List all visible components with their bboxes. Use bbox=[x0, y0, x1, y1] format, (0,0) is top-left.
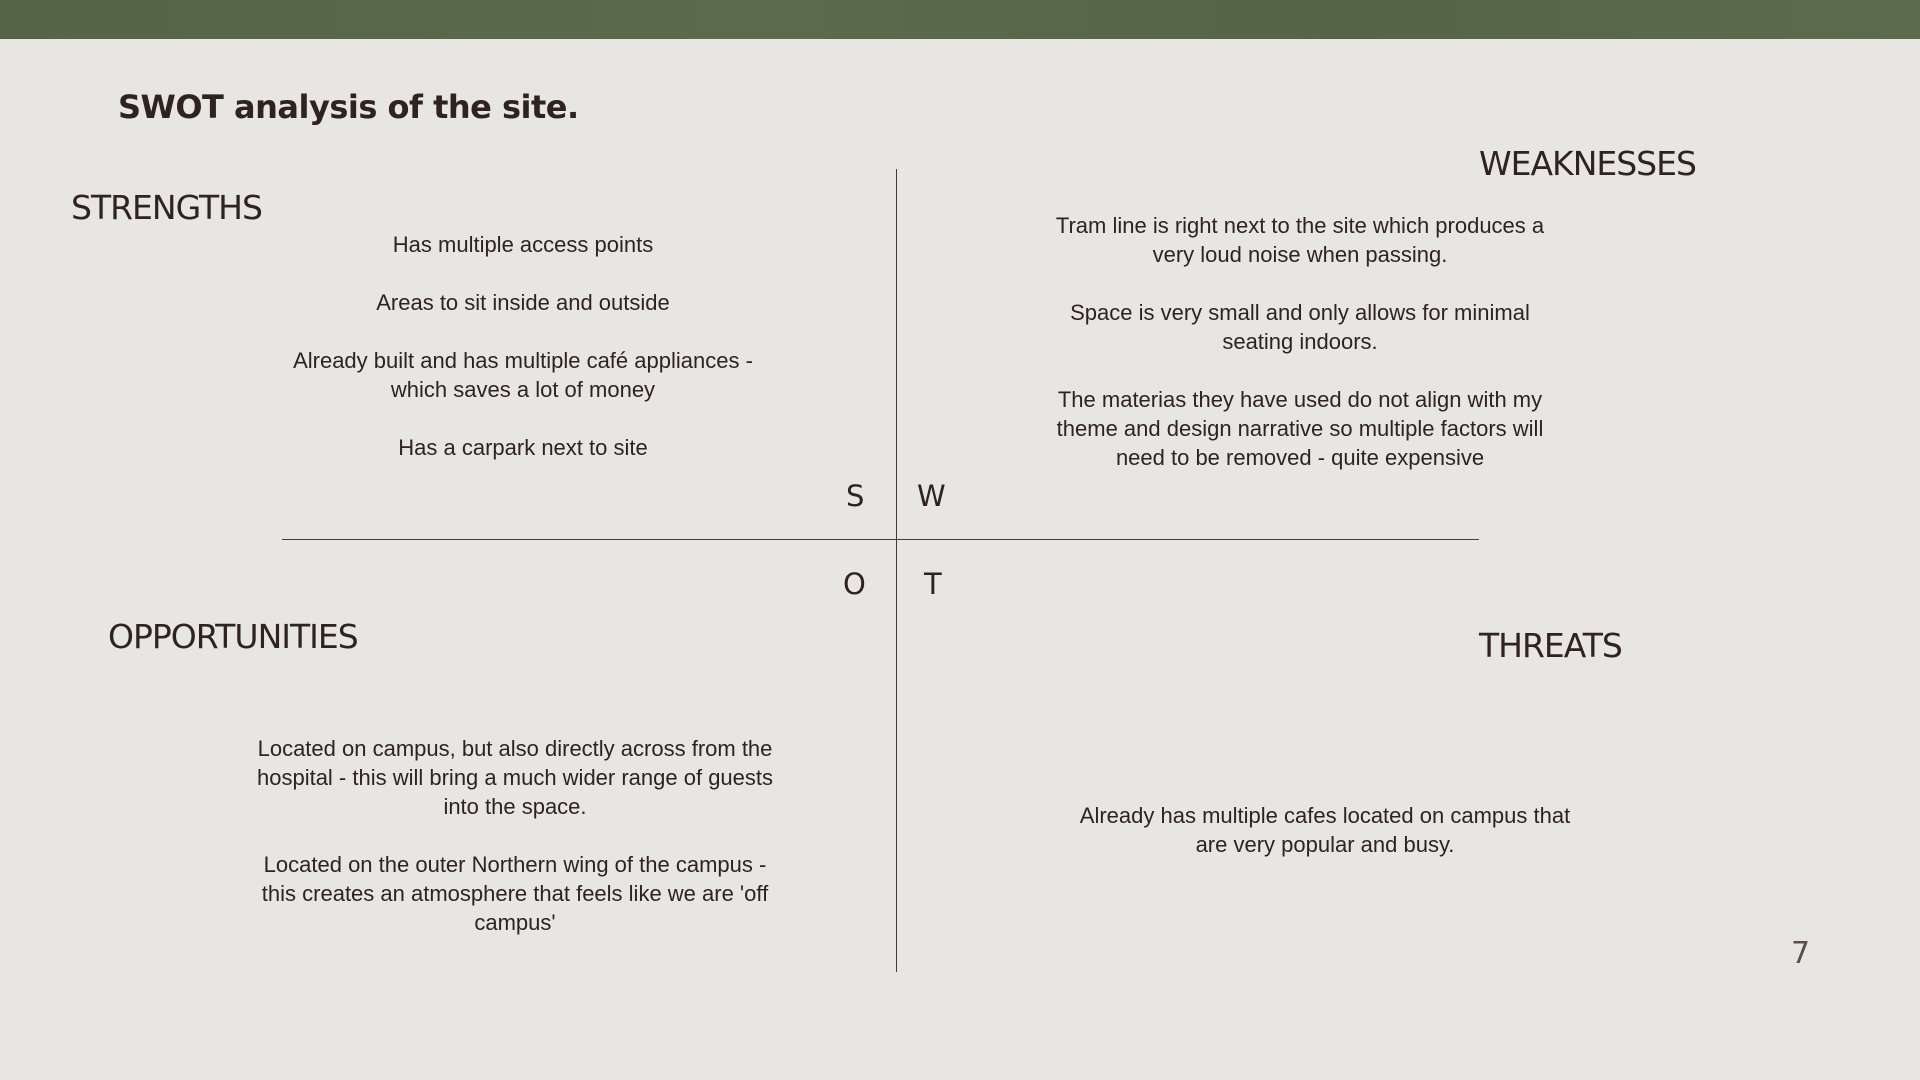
weaknesses-item: Tram line is right next to the site which produces a very loud noise when passing. bbox=[1055, 213, 1545, 267]
top-banner bbox=[0, 0, 1920, 39]
weaknesses-item: The materias they have used do not align with my theme and design narrative so multiple factors will need to be removed - quite expensive bbox=[1056, 387, 1544, 470]
page-number: 7 bbox=[1791, 936, 1811, 971]
quadrant-letter-s: S bbox=[846, 479, 865, 513]
threats-list bbox=[1065, 801, 1585, 859]
quadrant-letter-o: O bbox=[843, 567, 866, 601]
vertical-divider bbox=[896, 169, 897, 972]
strengths-heading: STRENGTHS bbox=[71, 188, 262, 227]
quadrant-letter-t: T bbox=[924, 567, 942, 601]
strengths-item: Already built and has multiple café appliances - which saves a lot of money bbox=[293, 348, 753, 402]
strengths-item: Areas to sit inside and outside bbox=[376, 290, 670, 315]
horizontal-divider bbox=[282, 539, 1479, 540]
slide-title: SWOT analysis of the site. bbox=[118, 88, 579, 126]
opportunities-list bbox=[255, 734, 775, 937]
weaknesses-list bbox=[1050, 211, 1550, 472]
threats-heading: THREATS bbox=[1479, 626, 1622, 665]
quadrant-letter-w: W bbox=[917, 479, 946, 513]
opportunities-heading: OPPORTUNITIES bbox=[108, 617, 358, 656]
weaknesses-item: Space is very small and only allows for minimal seating indoors. bbox=[1070, 300, 1530, 354]
weaknesses-heading: WEAKNESSES bbox=[1479, 144, 1696, 183]
threats-item: Already has multiple cafes located on campus that are very popular and busy. bbox=[1079, 803, 1571, 857]
opportunities-item: Located on the outer Northern wing of the campus - this creates an atmosphere that feels like we are 'off campus' bbox=[261, 852, 769, 935]
strengths-item: Has a carpark next to site bbox=[398, 435, 648, 460]
strengths-item: Has multiple access points bbox=[392, 232, 654, 257]
opportunities-item: Located on campus, but also directly across from the hospital - this will bring a much wider range of guests into the space. bbox=[256, 736, 774, 819]
strengths-list bbox=[263, 230, 783, 462]
